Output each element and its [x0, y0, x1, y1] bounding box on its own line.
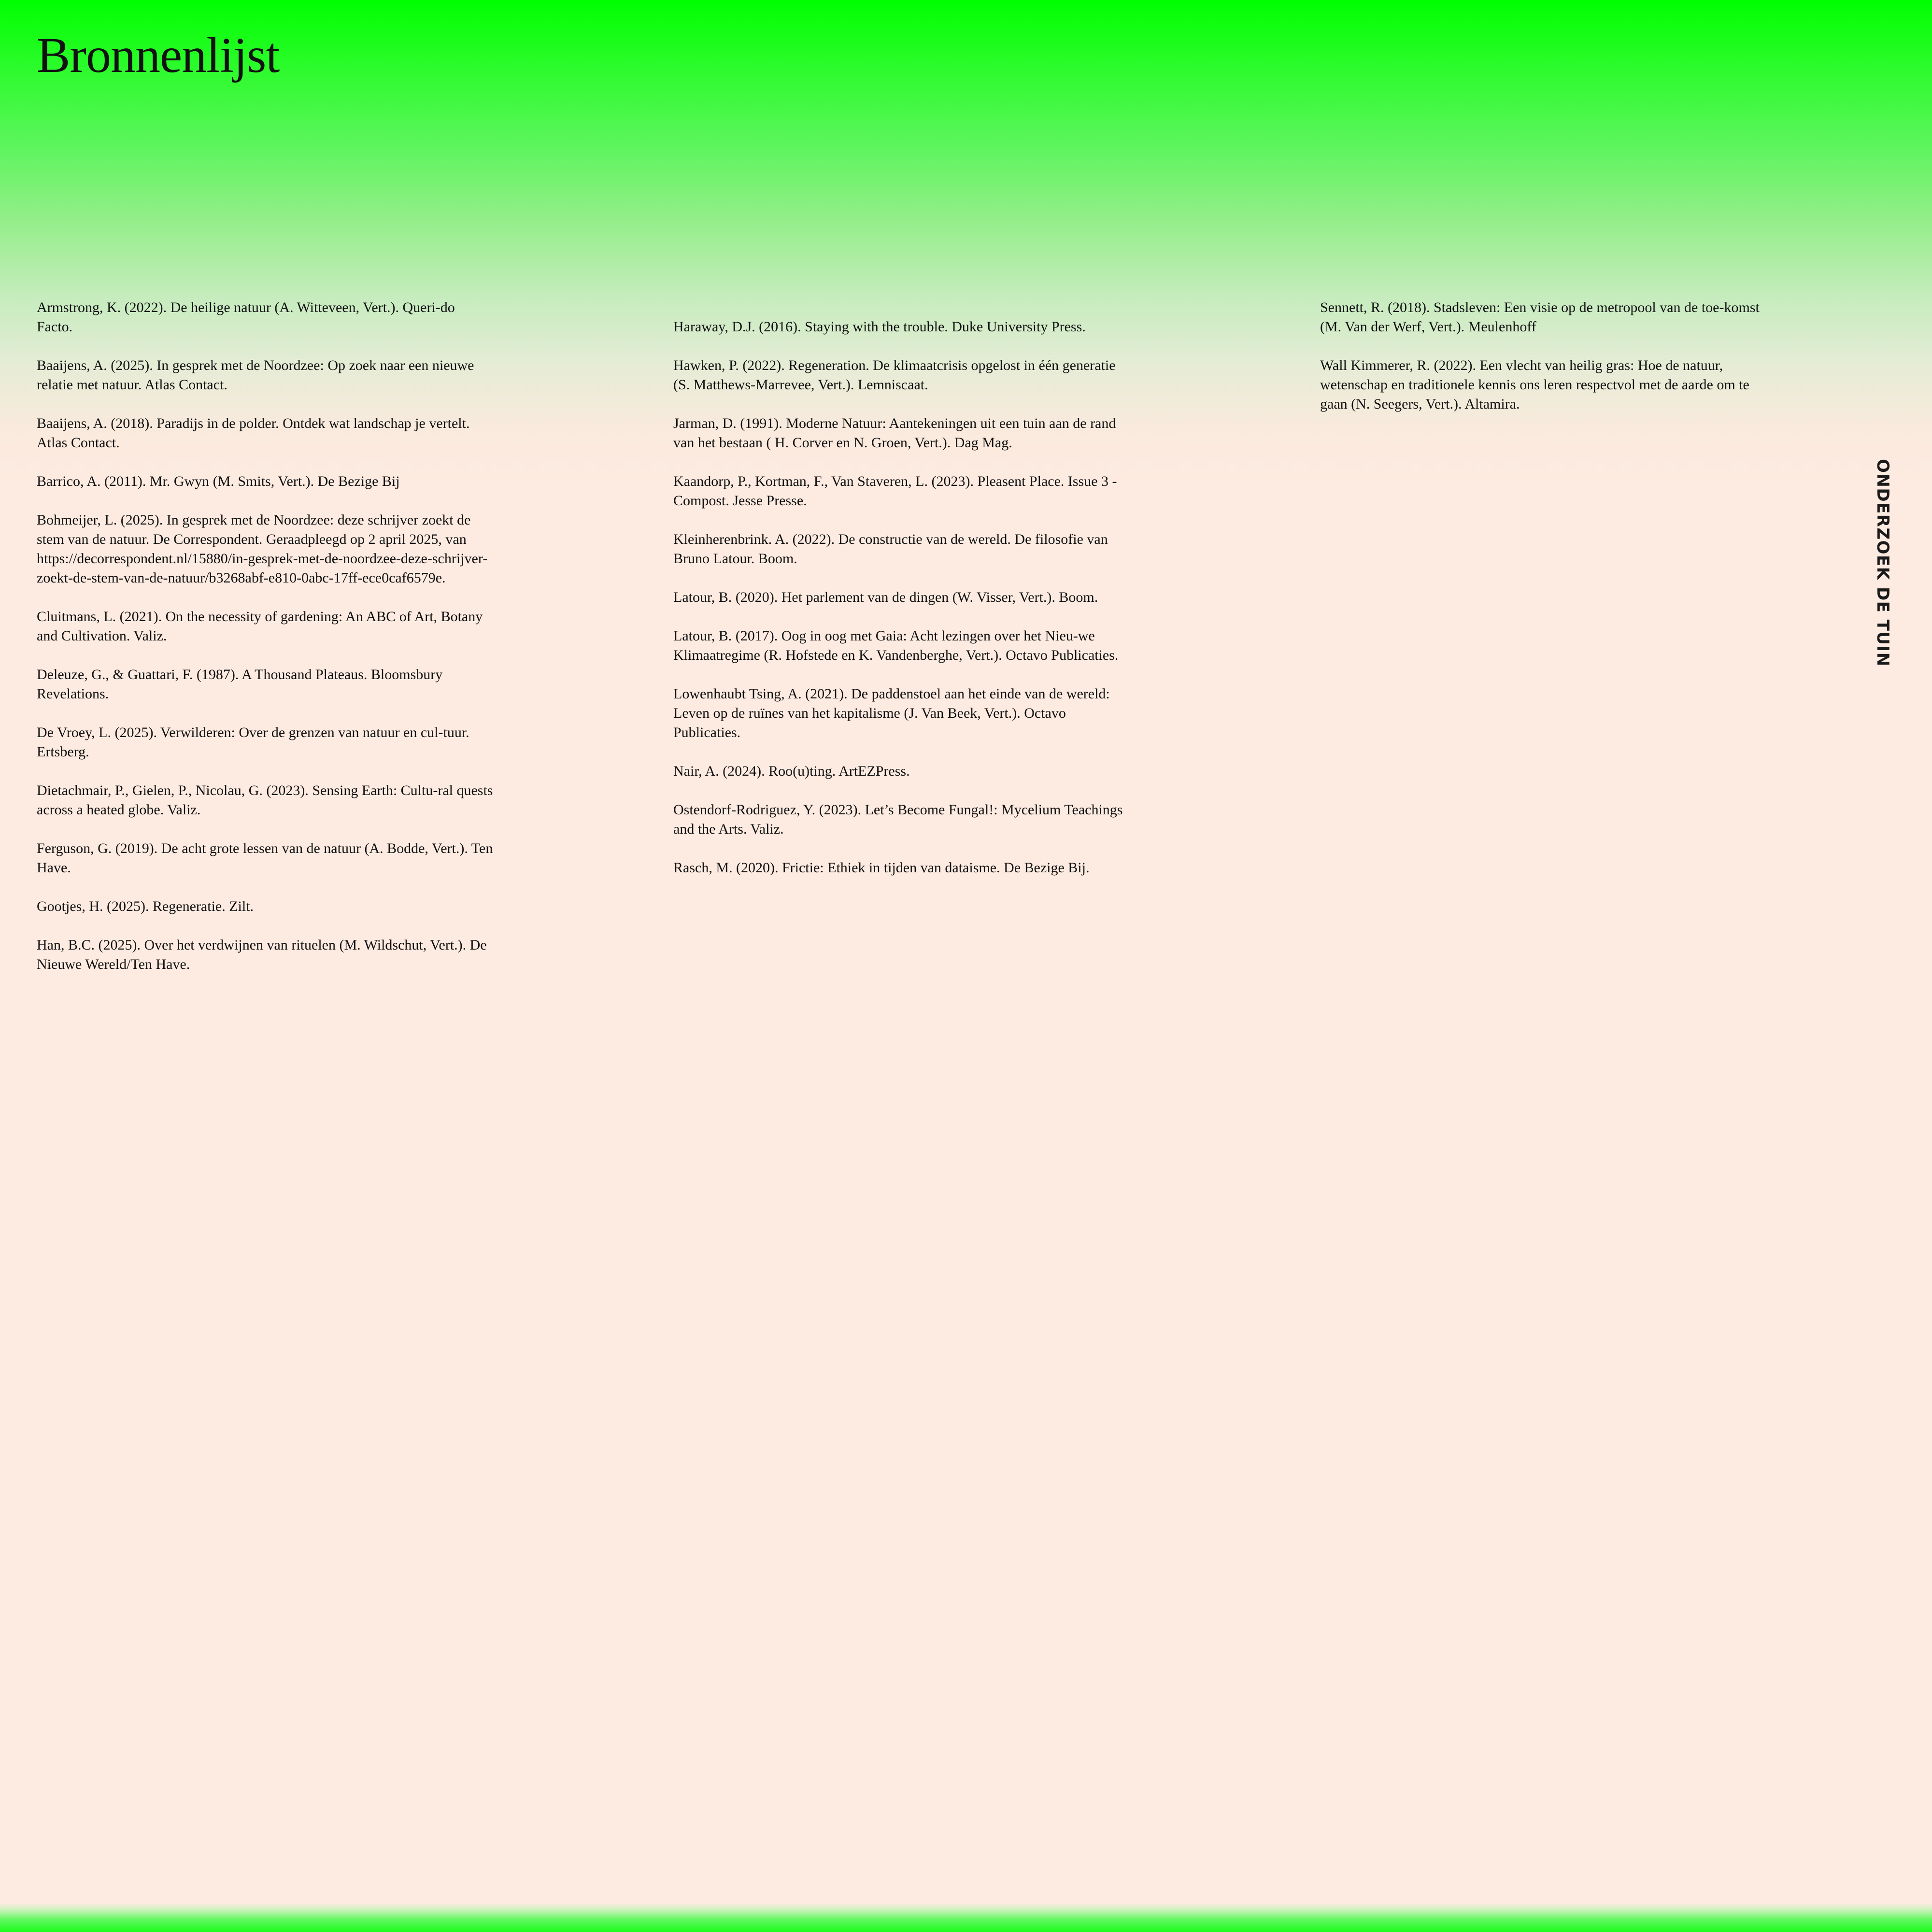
reference-entry: Armstrong, K. (2022). De heilige natuur (A. Witteveen, Vert.). Queri-do Facto.	[37, 299, 455, 335]
reference-entry: Bohmeijer, L. (2025). In gesprek met de Noordzee: deze schrijver zoekt de stem van de natuur. De Correspondent. Geraadpleegd op 2 april 2025, van https://decorrespondent.nl/15880/in-gesprek-met-de-noordzee-deze-schrijver-zoekt-de-stem-van-de-natuur/b3268abf-e810-0abc-17ff-ece0caf6579e.	[37, 512, 488, 586]
reference-entry: Jarman, D. (1991). Moderne Natuur: Aantekeningen uit een tuin aan de rand van het bestaan ( H. Corver en N. Groen, Vert.). Dag Mag.	[673, 415, 1116, 451]
reference-entry: Hawken, P. (2022). Regeneration. De klimaatcrisis opgelost in één generatie (S. Matthews-Marrevee, Vert.). Lemniscaat.	[673, 357, 1116, 393]
reference-entry: Cluitmans, L. (2021). On the necessity of gardening: An ABC of Art, Botany and Cultivation. Valiz.	[37, 609, 483, 644]
reference-entry: Han, B.C. (2025). Over het verdwijnen van rituelen (M. Wildschut, Vert.). De Nieuwe Wereld/Ten Have.	[37, 937, 487, 972]
reference-entry: Kleinherenbrink. A. (2022). De constructie van de wereld. De filosofie van Bruno Latour. Boom.	[673, 531, 1108, 567]
reference-entry: Rasch, M. (2020). Frictie: Ethiek in tijden van dataisme. De Bezige Bij.	[673, 860, 1090, 876]
reference-entry: Ferguson, G. (2019). De acht grote lessen van de natuur (A. Bodde, Vert.). Ten Have.	[37, 840, 493, 876]
reference-column-3	[1320, 298, 1776, 433]
reference-entry: Baaijens, A. (2025). In gesprek met de Noordzee: Op zoek naar een nieuwe relatie met natuur. Atlas Contact.	[37, 357, 474, 393]
reference-entry: Baaijens, A. (2018). Paradijs in de polder. Ontdek wat landschap je vertelt. Atlas Contact.	[37, 415, 470, 451]
reference-entry: Kaandorp, P., Kortman, F., Van Staveren, L. (2023). Pleasent Place. Issue 3 - Compost. Jesse Presse.	[673, 473, 1117, 509]
reference-entry: Haraway, D.J. (2016). Staying with the trouble. Duke University Press.	[673, 319, 1086, 335]
reference-entry: Lowenhaubt Tsing, A. (2021). De paddenstoel aan het einde van de wereld: Leven op de ruïnes van het kapitalisme (J. Van Beek, Vert.). Octavo Publicaties.	[673, 686, 1110, 740]
reference-entry: Dietachmair, P., Gielen, P., Nicolau, G. (2023). Sensing Earth: Cultu-ral quests across a heated globe. Valiz.	[37, 782, 493, 818]
reference-column-2	[673, 317, 1130, 897]
reference-entry: Wall Kimmerer, R. (2022). Een vlecht van heilig gras: Hoe de natuur, wetenschap en traditionele kennis ons leren respectvol met de aarde om te gaan (N. Seegers, Vert.). Altamira.	[1320, 357, 1749, 412]
page-title: Bronnenlijst	[37, 28, 280, 83]
reference-entry: Deleuze, G., & Guattari, F. (1987). A Thousand Plateaus. Bloomsbury Revelations.	[37, 667, 443, 702]
reference-entry: De Vroey, L. (2025). Verwilderen: Over de grenzen van natuur en cul-tuur. Ertsberg.	[37, 724, 469, 760]
reference-entry: Gootjes, H. (2025). Regeneratie. Zilt.	[37, 898, 254, 914]
reference-entry: Latour, B. (2020). Het parlement van de dingen (W. Visser, Vert.). Boom.	[673, 589, 1098, 605]
side-label: ONDERZOEK DE TUIN	[1873, 459, 1892, 667]
reference-entry: Sennett, R. (2018). Stadsleven: Een visie op de metropool van de toe-komst (M. Van der Werf, Vert.). Meulenhoff	[1320, 299, 1760, 335]
reference-entry: Latour, B. (2017). Oog in oog met Gaia: Acht lezingen over het Nieu-we Klimaatregime (R. Hofstede en K. Vandenberghe, Vert.). Octavo Publicaties.	[673, 628, 1119, 663]
reference-column-1	[37, 298, 493, 994]
reference-entry: Ostendorf-Rodriguez, Y. (2023). Let’s Become Fungal!: Mycelium Teachings and the Arts. Valiz.	[673, 802, 1123, 837]
reference-entry: Nair, A. (2024). Roo(u)ting. ArtEZPress.	[673, 763, 910, 779]
reference-entry: Barrico, A. (2011). Mr. Gwyn (M. Smits, Vert.). De Bezige Bij	[37, 473, 400, 489]
